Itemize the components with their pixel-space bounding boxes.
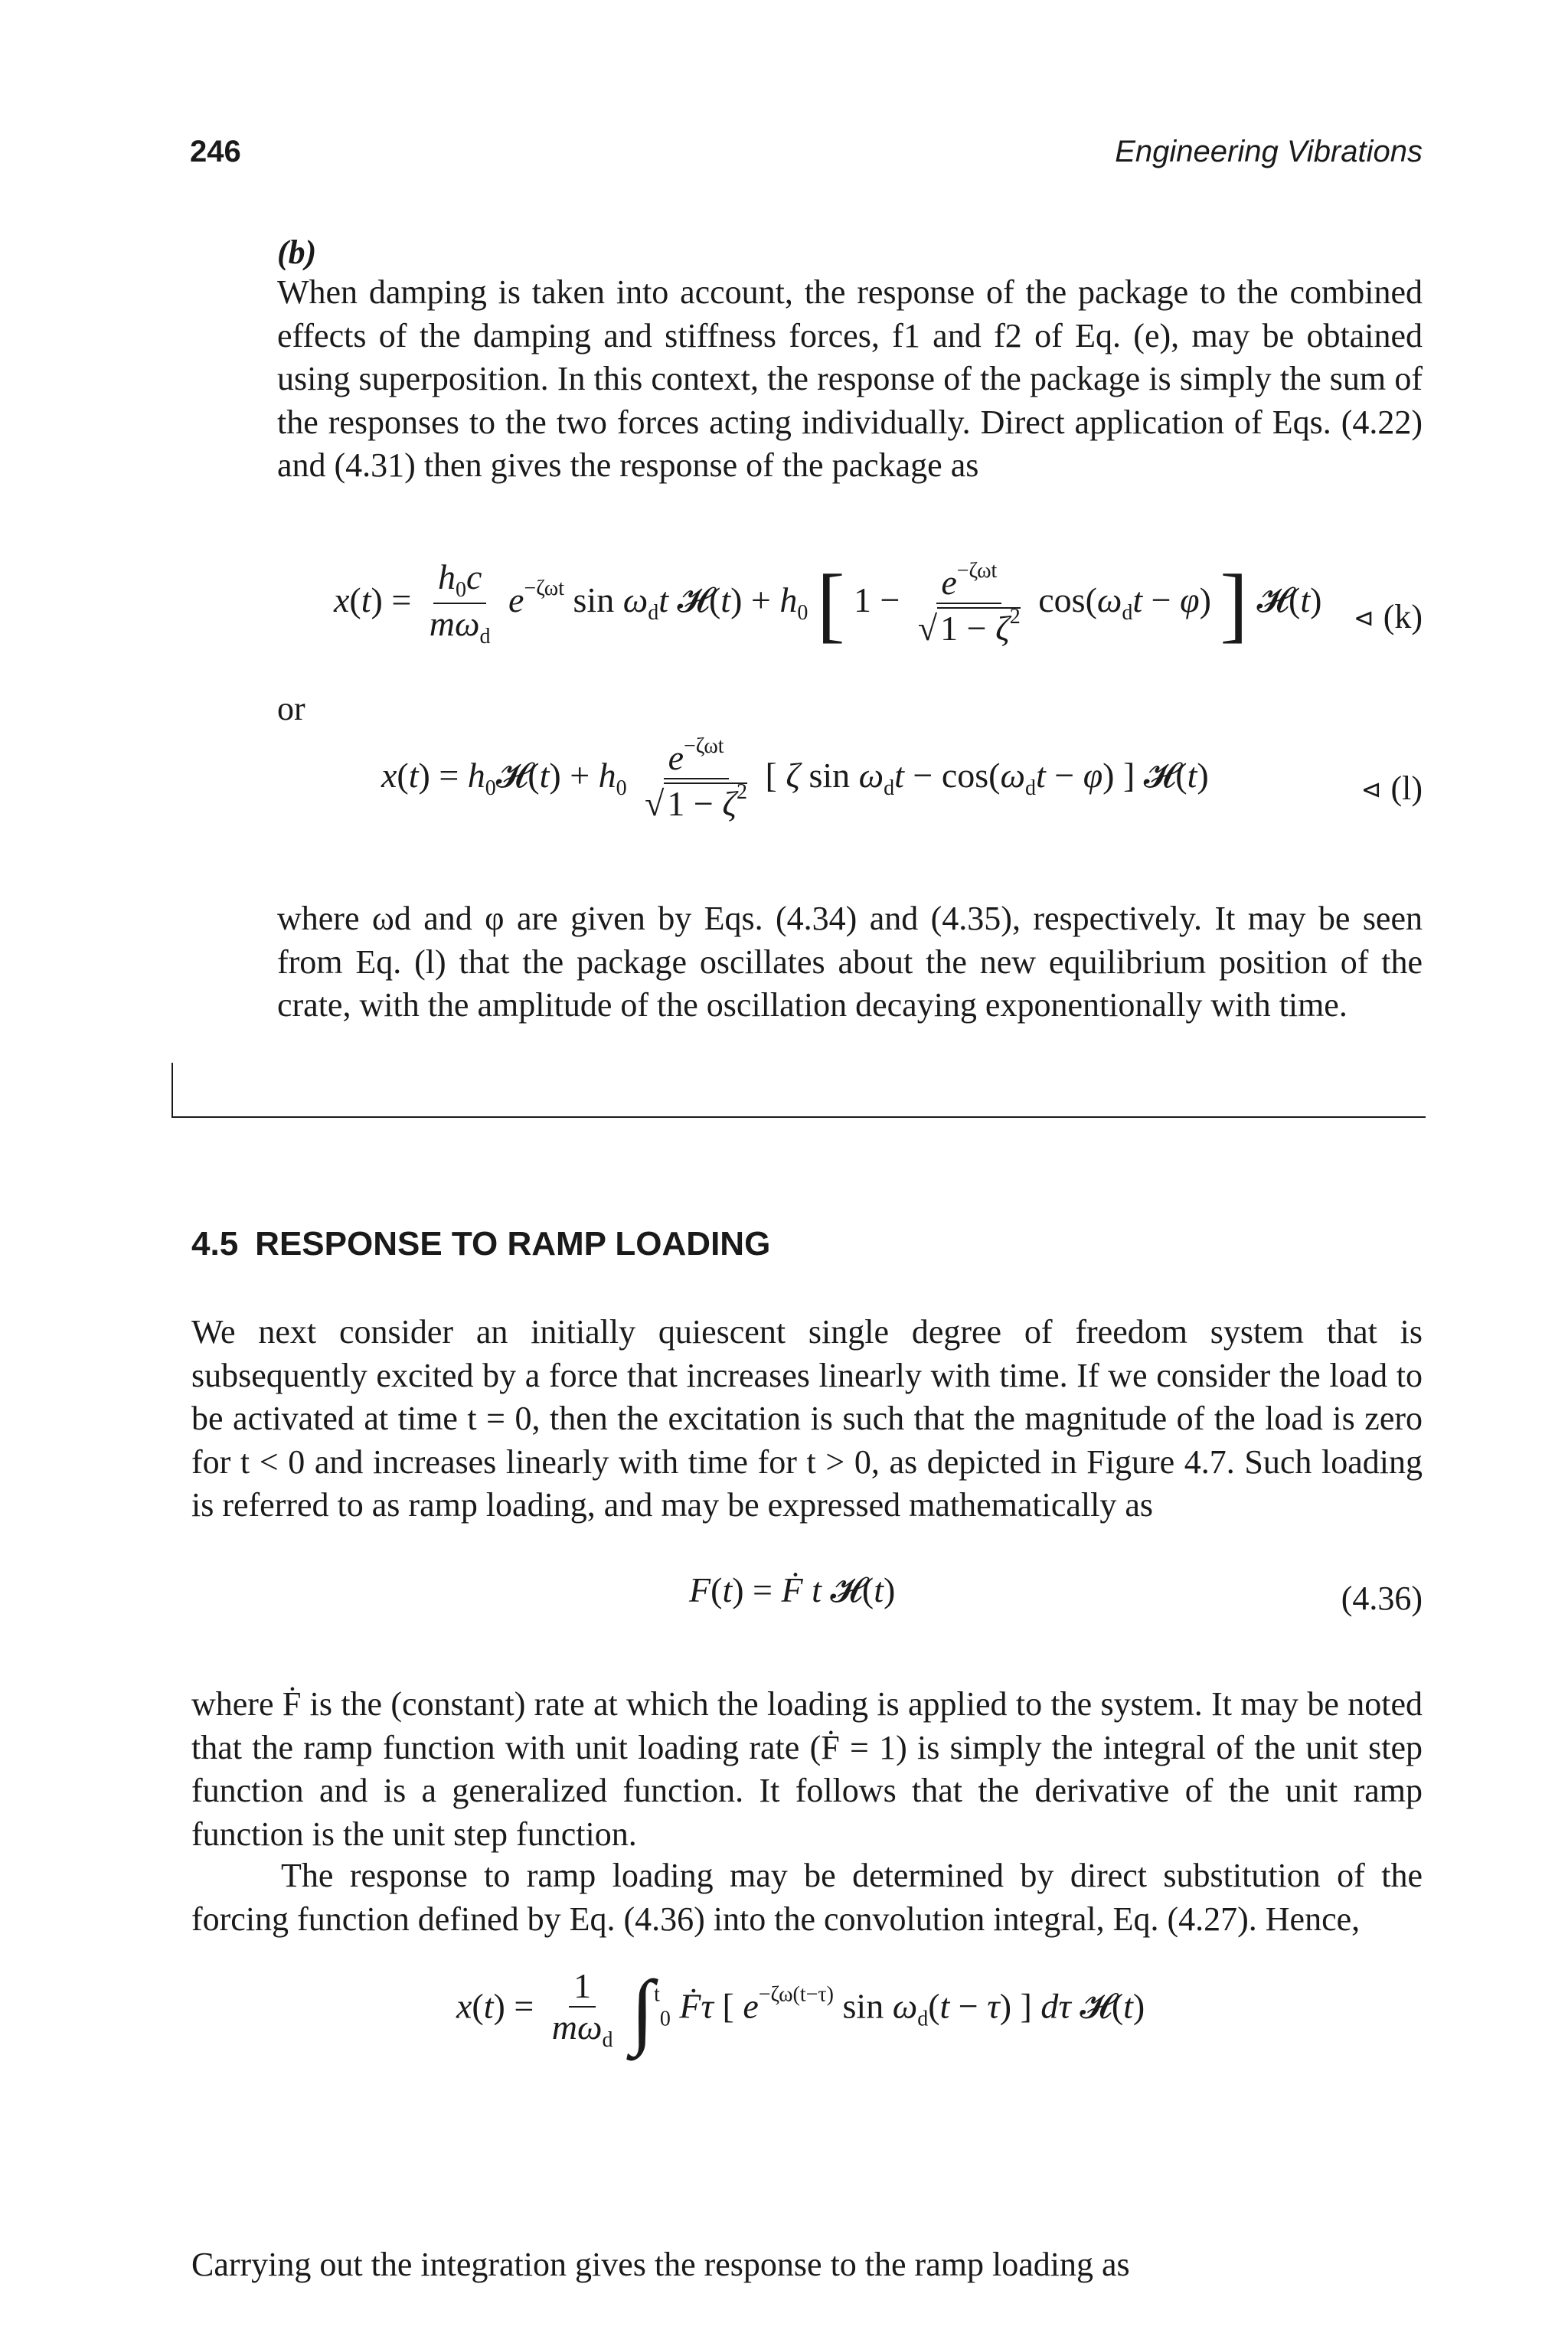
section-heading: 4.5 RESPONSE TO RAMP LOADING [191, 1225, 771, 1263]
section-paragraph-2: where Ḟ is the (constant) rate at which the loading is applied to the system. It may be noted that the ramp function with unit loading rate (Ḟ = 1) is simply the integral of the unit step function and is a generalized function. It follows that the derivative of the unit ramp function is the unit step function. [191, 1685, 1423, 1853]
equation-k-tag: ⊲ (k) [1353, 598, 1423, 635]
example-paragraph-2: where ωd and φ are given by Eqs. (4.34) and (4.35), respectively. It may be seen from Eq. (l) that the package oscillates about the new equilibrium position of the crate, with the amplitude of the oscillation decaying exponentionally with time. [277, 900, 1423, 1024]
equation-l-tag: ⊲ (l) [1361, 769, 1423, 807]
example-box-bottom-rule [172, 1116, 1426, 1118]
equation-k: x(t) = $\frac{h_0c}{m\omega_d}$ $e^{-\zeta\omega t}$ $\sin \omega_dt$ 𝓗(t) + $h_0$ [ 1 − $\frac{e^{-\zeta\omega t}}{√1 - \zeta^2}$ $\cos(\omega_dt - \varphi)$ ] 𝓗(t) [334, 557, 1322, 651]
section-paragraph-3: The response to ramp loading may be determined by direct substitution of the forcing function defined by Eq. (4.36) into the convolution integral, Eq. (4.27). Hence, [191, 1857, 1423, 1938]
section-paragraph-4: Carrying out the integration gives the response to the ramp loading as [191, 2246, 1130, 2283]
or-text: or [277, 690, 305, 727]
page-number: 246 [190, 135, 241, 168]
equation-4-36-tag: (4.36) [1341, 1580, 1423, 1617]
example-part-label: (b) [277, 234, 317, 271]
running-title: Engineering Vibrations [1115, 135, 1423, 168]
section-paragraph-1: We next consider an initially quiescent single degree of freedom system that is subsequently excited by a force that increases linearly with time. If we consider the load to be activated at time t = 0, then the excitation is such that the magnitude of the load is zero for t < 0 and increases linearly with time for t > 0, as depicted in Figure 4.7. Such loading is referred to as ramp loading, and may be expressed mathematically as [191, 1313, 1423, 1524]
triangle-marker-icon: ⊲ [1353, 604, 1374, 632]
triangle-marker-icon: ⊲ [1361, 776, 1382, 803]
equation-convolution: x(t) = $\frac{1}{m\omega_d}$ ∫$^t_0$ Ḟτ [ $e^{-\zeta\omega(t-\tau)}$ $\sin \omega_d(t - \tau)$ ] dτ 𝓗(t) [456, 1962, 1145, 2057]
example-paragraph-1: When damping is taken into account, the response of the package to the combined effects of the damping and stiffness forces, f1 and f2 of Eq. (e), may be obtained using superposition. In this context, the response of the package is simply the sum of the responses to the two forces acting individually. Direct application of Eqs. (4.22) and (4.31) then gives the response of the package as [277, 273, 1423, 485]
example-box-left-rule [172, 1063, 173, 1118]
equation-4-36: F(t) = Ḟ t 𝓗(t) [689, 1570, 896, 1609]
equation-l: $x(t) = h_0𝓗(t) + h_0$ $\frac{e^{-\zeta\omega t}}{√1 - \zeta^2}$ [ ζ $\sin \omega_dt - \cos(\omega_dt - \varphi)$ ] 𝓗(t) [381, 734, 1209, 824]
